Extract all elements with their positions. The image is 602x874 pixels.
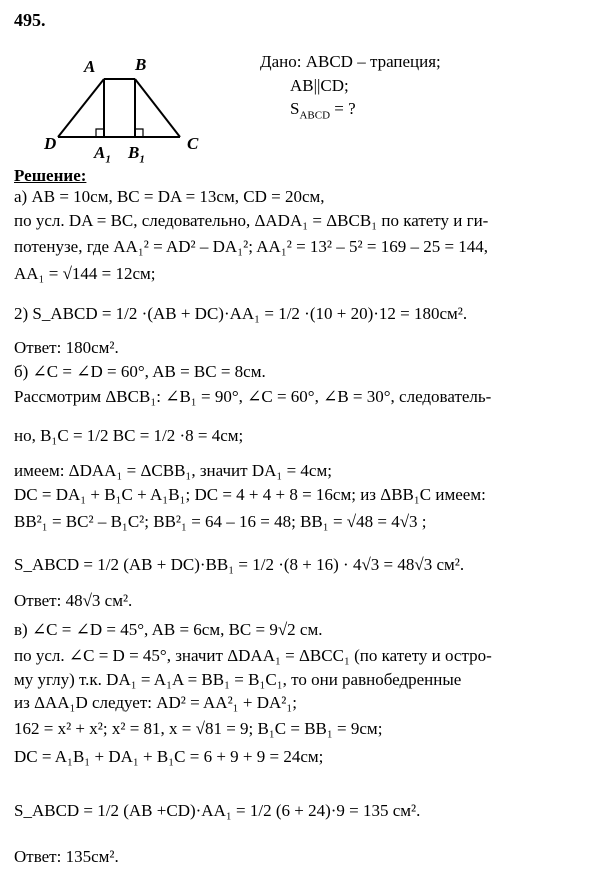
part-c-line-4: из ΔAA₁D следует: AD² = AA²₁ + DA²₁; (14, 693, 297, 712)
part-b-line-2: Рассмотрим ΔBCB₁: ∠B₁ = 90°, ∠C = 60°, ∠B = 30°, следователь- (14, 387, 492, 406)
part-b-answer: Ответ: 48√3 см². (14, 591, 133, 610)
part-c-line-6: DC = A₁B₁ + DA₁ + B₁C = 6 + 9 + 9 = 24см; (14, 747, 324, 766)
right-angle-b1 (135, 129, 143, 137)
part-b-line-4: имеем: ΔDAA₁ = ΔCBB₁, значит DA₁ = 4см; (14, 461, 332, 480)
side-da (58, 79, 104, 137)
part-b-line-7: S_ABCD = 1/2 (AB + DC)·BB₁ = 1/2 ·(8 + 16) · 4√3 = 48√3 см². (14, 555, 465, 574)
label-C: C (187, 134, 199, 153)
part-b-line-6: BB²₁ = BC² – B₁C²; BB²₁ = 64 – 16 = 48; BB₁ = √48 = 4√3 ; (14, 512, 427, 531)
label-B: B (135, 55, 147, 74)
label-A1: $A_1$ (94, 143, 111, 166)
part-c-answer: Ответ: 135см². (14, 847, 119, 866)
problem-number: 495. (14, 10, 46, 30)
solution-header: Решение: (14, 166, 87, 185)
part-b-line-1: б) ∠C = ∠D = 60°, AB = BC = 8см. (14, 362, 266, 381)
part-a-line-1: а) AB = 10см, BC = DA = 13см, CD = 20см, (14, 187, 325, 206)
part-a-answer: Ответ: 180см². (14, 338, 119, 357)
part-a-line-3: потенузе, где AA₁² = AD² – DA₁²; AA₁² = 13² – 5² = 169 – 25 = 144, (14, 237, 489, 256)
side-bc (135, 79, 180, 137)
part-a-line-4: AA₁ = √144 = 12см; (14, 264, 156, 283)
label-B1: $B_1$ (128, 143, 145, 166)
part-c-line-3: му углу) т.к. DA₁ = A₁A = BB₁ = B₁C₁, то они равнобедренные (14, 670, 462, 689)
part-a-line-5: 2) S_ABCD = 1/2 ·(AB + DC)·AA₁ = 1/2 ·(10 + 20)·12 = 180см². (14, 304, 468, 323)
given-line-2: AB||CD; (290, 76, 349, 95)
given-line-3: $S_{ABCD}$ = ? (290, 99, 356, 122)
label-A: A (84, 57, 96, 76)
part-c-line-1: в) ∠C = ∠D = 45°, AB = 6см, BC = 9√2 см. (14, 620, 323, 639)
given-line-1: Дано: ABCD – трапеция; (260, 52, 441, 71)
part-c-line-5: 162 = x² + x²; x² = 81, x = √81 = 9; B₁C = BB₁ = 9см; (14, 719, 383, 738)
part-c-line-7: S_ABCD = 1/2 (AB +CD)·AA₁ = 1/2 (6 + 24)·9 = 135 см². (14, 801, 421, 820)
label-D: D (44, 134, 57, 153)
part-a-line-2: по усл. DA = BC, следовательно, ΔADA₁ = ΔBCB₁ по катету и ги- (14, 211, 489, 230)
part-b-line-5: DC = DA₁ + B₁C + A₁B₁; DC = 4 + 4 + 8 = 16см; из ΔBB₁C имеем: (14, 485, 486, 504)
part-b-line-3: но, B₁C = 1/2 BC = 1/2 ·8 = 4см; (14, 426, 244, 445)
part-c-line-2: по усл. ∠C = D = 45°, значит ΔDAA₁ = ΔBCC₁ (по катету и остро- (14, 646, 492, 665)
right-angle-a1 (96, 129, 104, 137)
